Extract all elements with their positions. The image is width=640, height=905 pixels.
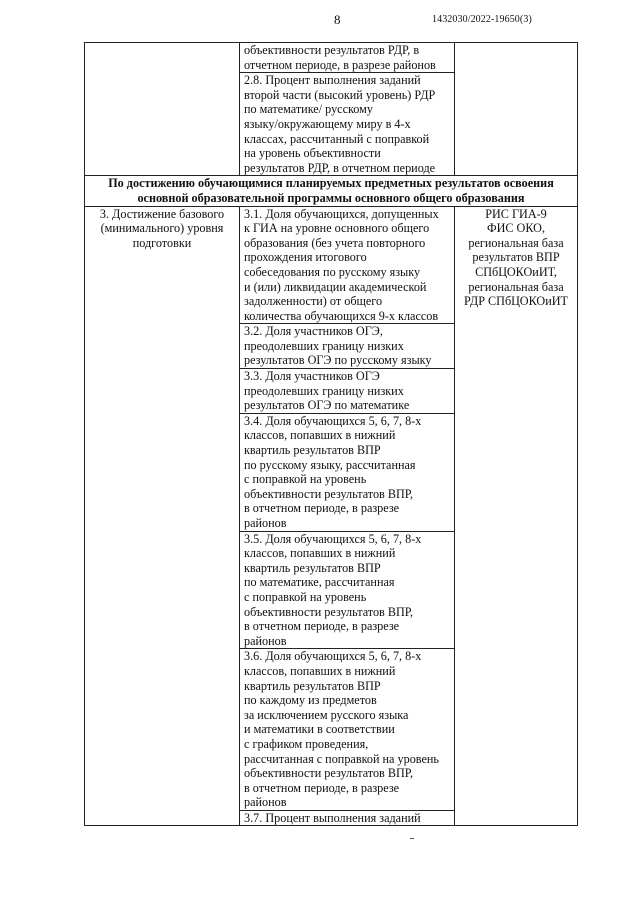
sources-cell — [455, 206, 578, 826]
indicator-text: объективности результатов РДР, в отчетном периоде, в разрезе районов — [244, 43, 436, 72]
scan-mark — [410, 838, 414, 839]
indicators-table — [84, 42, 578, 826]
indicator-text: 3.3. Доля участников ОГЭ преодолевших границу низких результатов ОГЭ по математике — [244, 369, 410, 413]
indicator-text: 3.4. Доля обучающихся 5, 6, 7, 8-х классов, попавших в нижний квартиль результатов ВПР по русскому языку, рассчитанная с поправкой на уровень объективности результатов ВПР, в отчетном периоде, в разрезе районов — [244, 413, 422, 530]
indicator-text: 3.2. Доля участников ОГЭ, преодолевших границу низких результатов ОГЭ по русскому языку — [244, 324, 432, 368]
indicator-cell — [240, 649, 455, 811]
table-row — [85, 206, 578, 324]
sources-text: РИС ГИА-9 ФИС ОКО, региональная база результатов ВПР СПбЦОКОиИТ, региональная база РДР СПбЦОКОиИТ — [464, 206, 568, 309]
indicator-text: 2.8. Процент выполнения заданий второй части (высокий уровень) РДР по математике/ русскому языку/окружающему миру в 4-х классах, рассчитанный с поправкой на уровень объективности результатов РДР, в отчетном периоде — [244, 73, 436, 175]
section-heading-cell — [85, 176, 578, 206]
indicator-cell — [240, 73, 455, 176]
empty-sources-cell — [455, 43, 578, 176]
table-row — [85, 43, 578, 73]
indicator-text: 3.6. Доля обучающихся 5, 6, 7, 8-х классов, попавших в нижний квартиль результатов ВПР по каждому из предметов за исключением русского языка и математики в соответствии с графиком проведения, рассчитанная с поправкой на уровень объективности результатов ВПР, в отчетном периоде, в разрезе районов — [244, 649, 439, 810]
section-heading: По достижению обучающимися планируемых предметных результатов освоения основной образовательной программы основного общего образования — [108, 176, 554, 205]
indicator-cell — [240, 810, 455, 826]
indicator-cell — [240, 413, 455, 531]
indicator-cell — [240, 369, 455, 414]
direction-cell — [85, 206, 240, 826]
indicator-cell — [240, 43, 455, 73]
document-id: 1432030/2022-19650(3) — [432, 14, 532, 25]
indicator-cell — [240, 531, 455, 649]
indicator-cell — [240, 206, 455, 324]
direction-text: 3. Достижение базового (минимального) уровня подготовки — [99, 206, 225, 250]
indicator-text: 3.5. Доля обучающихся 5, 6, 7, 8-х классов, попавших в нижний квартиль результатов ВПР по математике, рассчитанная с поправкой на уровень объективности результатов ВПР, в отчетном периоде, в разрезе районов — [244, 531, 422, 648]
indicator-cell — [240, 324, 455, 369]
empty-direction-cell — [85, 43, 240, 176]
page-number: 8 — [334, 12, 341, 27]
indicator-text: 3.7. Процент выполнения заданий — [244, 810, 421, 825]
section-row — [85, 176, 578, 206]
indicator-text: 3.1. Доля обучающихся, допущенных к ГИА на уровне основного общего образования (без учета повторного прохождения итогового собеседования по русскому языку и (или) ликвидации академической задолженности) от общего количества обучающихся 9-х классов — [244, 206, 439, 323]
